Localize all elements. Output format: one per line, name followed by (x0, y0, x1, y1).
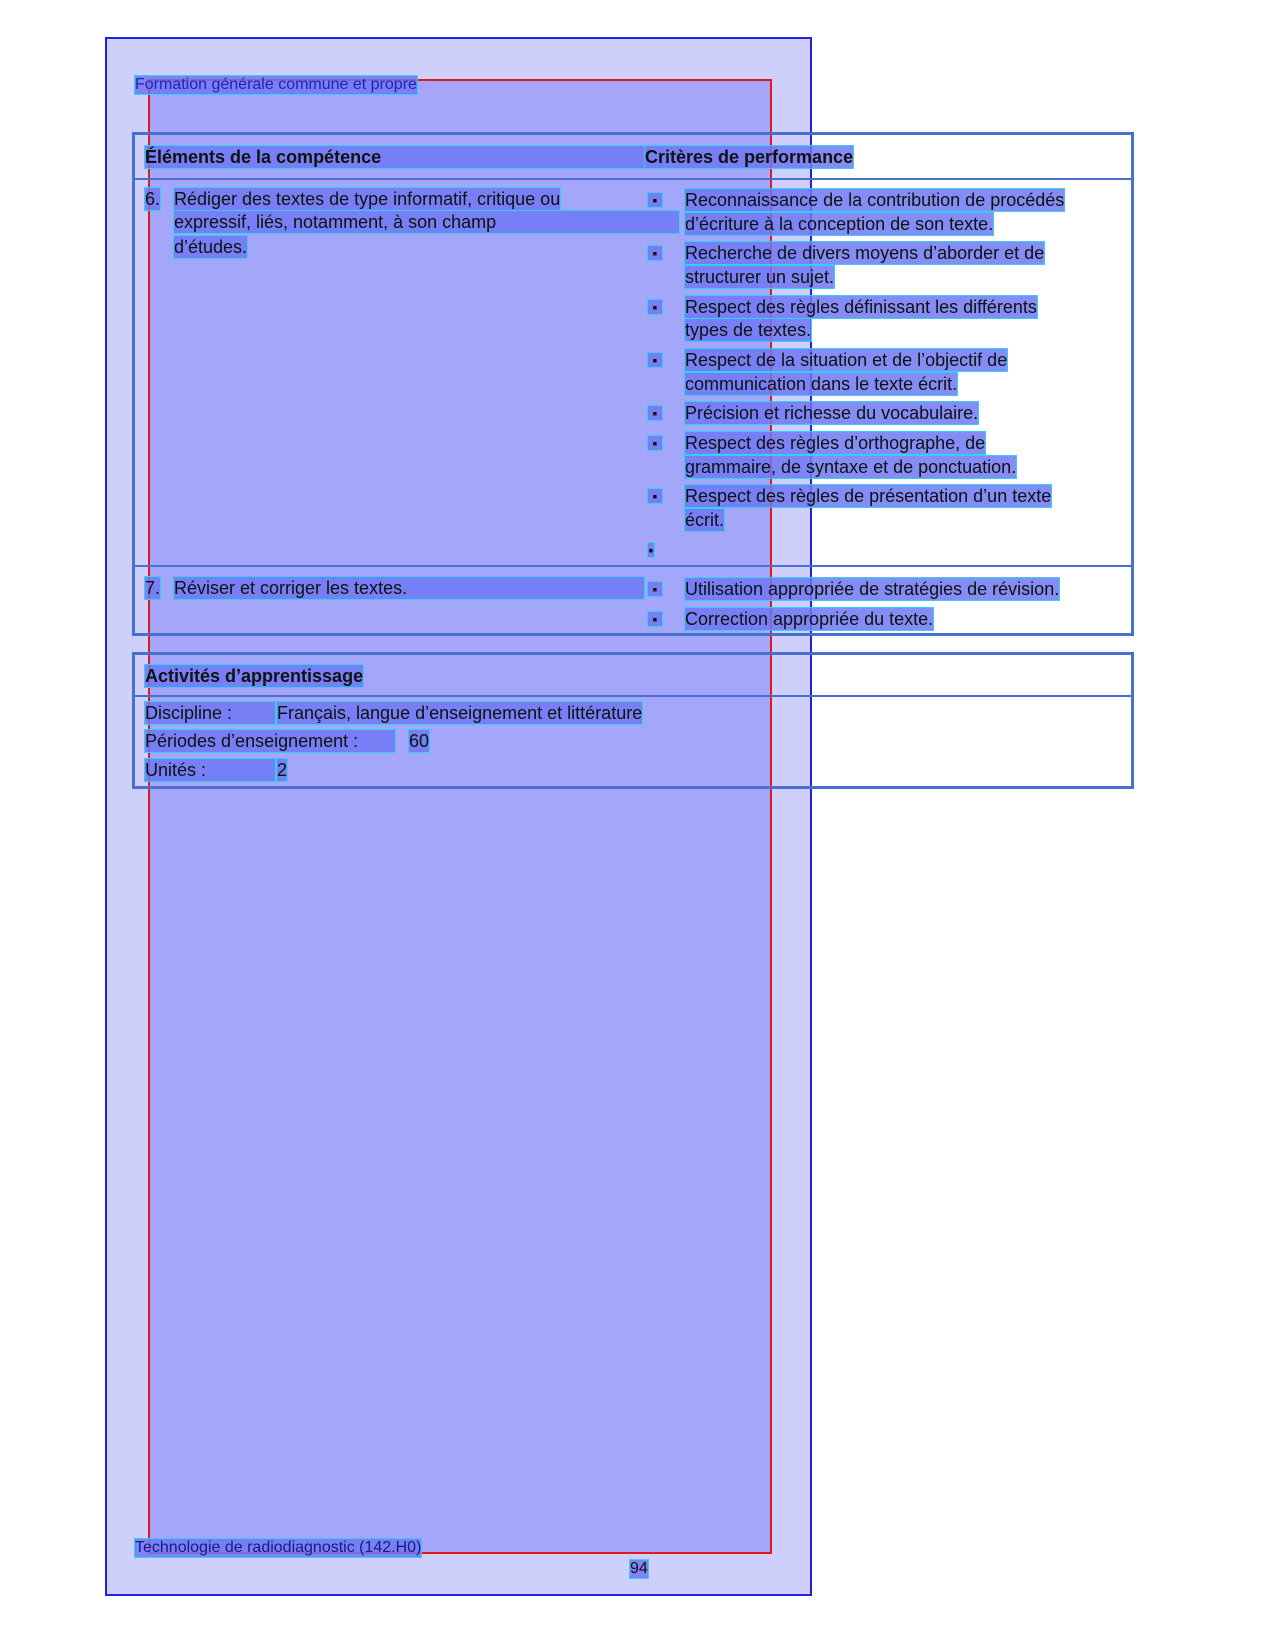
criterion-line: Utilisation appropriée de stratégies de révision. (685, 579, 1060, 599)
periods-value: 60 (409, 731, 430, 751)
criterion-line: Correction appropriée du texte. (685, 609, 934, 629)
units-value: 2 (277, 760, 288, 780)
periods-label: Périodes d’enseignement : (145, 730, 395, 752)
element-text-line: Réviser et corriger les textes. (174, 577, 644, 599)
bullet-icon: ▪ (648, 489, 662, 503)
bullet-icon: ▪ (648, 246, 662, 260)
criteria-column-header: Critères de performance (645, 147, 854, 167)
criterion-line: Précision et richesse du vocabulaire. (685, 403, 979, 423)
criterion-line: Respect des règles d’orthographe, de (685, 433, 986, 453)
page-number: 94 (630, 1560, 648, 1577)
table-row-divider (134, 565, 1132, 567)
table-header-divider (134, 695, 1132, 697)
criterion-line: structurer un sujet. (685, 267, 835, 287)
bullet-icon: ▪ (648, 582, 662, 596)
bullet-icon: ▪ (648, 542, 654, 558)
bullet-icon: ▪ (648, 612, 662, 626)
table-header-divider (134, 178, 1132, 180)
criterion-line: Reconnaissance de la contribution de procédés (685, 190, 1065, 210)
discipline-value: Français, langue d’enseignement et littérature (277, 703, 643, 723)
criterion-line: écrit. (685, 510, 725, 530)
bullet-icon: ▪ (648, 353, 662, 367)
bullet-icon: ▪ (648, 436, 662, 450)
criterion-line: Respect des règles de présentation d’un texte (685, 486, 1052, 506)
criterion-line: Respect de la situation et de l’objectif de (685, 350, 1008, 370)
bullet-icon: ▪ (648, 193, 662, 207)
criterion-line: Recherche de divers moyens d’aborder et de (685, 243, 1045, 263)
running-footer: Technologie de radiodiagnostic (142.H0) (135, 1539, 422, 1556)
element-text-line: Rédiger des textes de type informatif, critique ou (174, 189, 561, 209)
learning-activities-heading: Activités d’apprentissage (145, 666, 364, 686)
units-label: Unités : (145, 759, 275, 781)
criterion-line: Respect des règles définissant les différents (685, 297, 1037, 317)
element-number: 7. (145, 578, 161, 598)
element-text-line: d’études. (174, 237, 248, 257)
criterion-line: types de textes. (685, 320, 812, 340)
criterion-line: communication dans le texte écrit. (685, 374, 958, 394)
element-number: 6. (145, 189, 161, 209)
bullet-icon: ▪ (648, 406, 662, 420)
criterion-line: d’écriture à la conception de son texte. (685, 214, 994, 234)
running-header: Formation générale commune et propre (135, 76, 417, 93)
discipline-label: Discipline : (145, 702, 275, 724)
bullet-icon: ▪ (648, 300, 662, 314)
element-text-line: expressif, liés, notamment, à son champ (174, 211, 679, 233)
criterion-line: grammaire, de syntaxe et de ponctuation. (685, 457, 1017, 477)
elements-column-header: Éléments de la compétence (145, 146, 645, 168)
